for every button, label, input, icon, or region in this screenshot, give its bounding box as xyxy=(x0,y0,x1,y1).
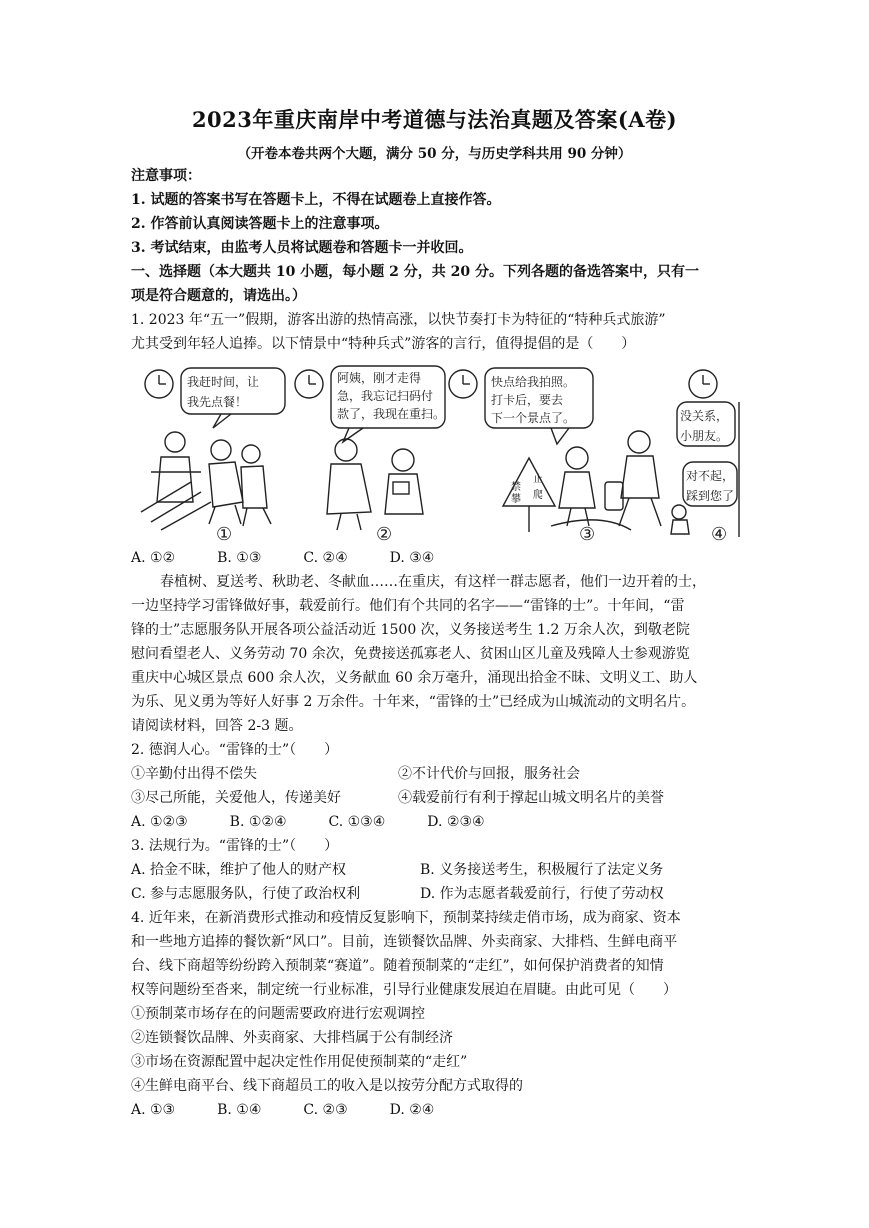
question-4-line-1: 4. 近年来，在新消费形式推动和疫情反复影响下，预制菜持续走俏市场，成为商家、资本 xyxy=(131,910,681,926)
question-3-option-c: C. 参与志愿服务队，行使了政治权利 xyxy=(131,886,361,902)
panel-4 xyxy=(605,370,739,542)
sign-char-1: 禁 xyxy=(511,482,521,493)
cartoon-figure xyxy=(131,362,741,542)
panel-1-bubble-line-2: 我先点餐！ xyxy=(187,395,248,409)
question-2-choice-1: ①辛勤付出得不偿失 xyxy=(131,766,257,782)
panel-4-number: ④ xyxy=(711,524,728,542)
notice-heading: 注意事项： xyxy=(131,168,201,184)
sign-char-3: 攀 xyxy=(511,494,521,505)
question-4-choice-1: ①预制菜市场存在的问题需要政府进行宏观调控 xyxy=(131,1006,425,1022)
question-3-option-a: A. 拾金不昧，维护了他人的财产权 xyxy=(131,862,347,878)
panel-3-bubble-line-2: 打卡后，要去 xyxy=(491,393,564,407)
panel-1-bubble-line-1: 我赶时间，让 xyxy=(187,375,260,389)
question-2-stem: 2. 德润人心。“雷锋的士”（ ） xyxy=(131,742,339,758)
section-heading-line-2: 项是符合题意的，请选出。） xyxy=(131,288,306,304)
material-line-1: 春植树、夏送考、秋助老、冬献血……在重庆，有这样一群志愿者，他们一边开着的士， xyxy=(160,574,706,590)
panel-3-bubble-line-3: 下一个景点了。 xyxy=(491,411,576,425)
panel-1 xyxy=(141,368,285,542)
notice-item-1: 1. 试题的答案书写在答题卡上，不得在试题卷上直接作答。 xyxy=(131,192,501,208)
question-4-options: A. ①③ B. ①④ C. ②③ D. ②④ xyxy=(131,1102,435,1118)
question-4-choice-3: ③市场在资源配置中起决定性作用促使预制菜的“走红” xyxy=(131,1054,468,1070)
panel-2-bubble-line-2: 急，我忘记扫码付 xyxy=(337,389,434,403)
notice-item-2: 2. 作答前认真阅读答题卡上的注意事项。 xyxy=(131,216,389,232)
panel-4-bubble-line-1: 没关系， xyxy=(680,409,729,423)
panel-3 xyxy=(449,368,631,542)
material-line-4: 慰问看望老人、义务劳动 70 余次，免费接送孤寡老人、贫困山区儿童及残障人士参观游览 xyxy=(131,646,690,662)
panel-1-number: ① xyxy=(216,524,233,542)
question-4-line-4: 权等问题纷至沓来，制定统一行业标准，引导行业健康发展迫在眉睫。由此可见（ ） xyxy=(131,982,677,998)
sign-char-4: 爬 xyxy=(533,490,543,501)
question-1-line-2: 尤其受到年轻人追捧。以下情景中“特种兵式”游客的言行，值得提倡的是（ ） xyxy=(131,336,636,352)
question-2-choice-2: ②不计代价与回报，服务社会 xyxy=(398,766,580,782)
question-3-option-b: B. 义务接送考生，积极履行了法定义务 xyxy=(420,862,664,878)
notice-item-3: 3. 考试结束，由监考人员将试题卷和答题卡一并收回。 xyxy=(131,240,473,256)
question-3-option-d: D. 作为志愿者载爱前行，行使了劳动权 xyxy=(420,886,664,902)
page-title: 2023年重庆南岸中考道德与法治真题及答案(A卷) xyxy=(191,107,678,132)
question-4-line-2: 和一些地方追捧的餐饮新“风口”。目前，连锁餐饮品牌、外卖商家、大排档、生鲜电商平 xyxy=(131,934,678,950)
panel-2 xyxy=(295,366,445,542)
question-3-stem: 3. 法规行为。“雷锋的士”（ ） xyxy=(131,838,339,854)
material-line-5: 重庆中心城区景点 600 余人次，义务献血 60 余万毫升，涌现出拾金不昧、文明义工、助人 xyxy=(131,670,698,686)
material-line-6: 为乐、见义勇为等好人好事 2 万余件。十年来，“雷锋的士”已经成为山城流动的文明名片。 xyxy=(131,694,696,710)
sign-char-2: 止 xyxy=(533,474,543,485)
question-4-choice-4: ④生鲜电商平台、线下商超员工的收入是以按劳分配方式取得的 xyxy=(131,1078,523,1094)
panel-2-number: ② xyxy=(376,524,393,542)
panel-2-bubble-line-3: 款了，我现在重扫。 xyxy=(337,407,446,421)
question-2-choice-4: ④载爱前行有利于撑起山城文明名片的美誉 xyxy=(398,790,664,806)
panel-4-bubble2-line-1: 对不起， xyxy=(686,469,735,483)
question-4-choice-2: ②连锁餐饮品牌、外卖商家、大排档属于公有制经济 xyxy=(131,1030,453,1046)
panel-3-bubble-line-1: 快点给我拍照。 xyxy=(491,375,576,389)
question-2-choice-3: ③尽己所能，关爱他人，传递美好 xyxy=(131,790,341,806)
page-subtitle: （开卷本卷共两个大题，满分 50 分，与历史学科共用 90 分钟） xyxy=(237,146,632,162)
panel-3-number: ③ xyxy=(579,524,596,542)
question-2-options: A. ①②③ B. ①②④ C. ①③④ D. ②③④ xyxy=(131,814,485,830)
panel-4-bubble-line-2: 小朋友。 xyxy=(680,429,729,443)
material-line-3: 锋的士”志愿服务队开展各项公益活动近 1500 次，义务接送考生 1.2 万余人次，到敬老院 xyxy=(131,622,690,638)
question-1-options: A. ①② B. ①③ C. ②④ D. ③④ xyxy=(131,550,435,566)
section-heading-line-1: 一、选择题（本大题共 10 小题，每小题 2 分，共 20 分。下列各题的备选答案中，只有一 xyxy=(131,264,699,280)
material-line-7: 请阅读材料，回答 2-3 题。 xyxy=(131,718,303,734)
material-line-2: 一边坚持学习雷锋做好事，载爱前行。他们有个共同的名字——“雷锋的士”。十年间，“雷 xyxy=(131,598,685,614)
panel-4-bubble2-line-2: 踩到您了 xyxy=(686,489,735,503)
question-4-line-3: 台、线下商超等纷纷跨入预制菜“赛道”。随着预制菜的“走红”，如何保护消费者的知情 xyxy=(131,958,664,974)
panel-2-bubble-line-1: 阿姨，刚才走得 xyxy=(337,371,422,385)
question-1-line-1: 1. 2023 年“五一”假期，游客出游的热情高涨，以快节奏打卡为特征的“特种兵式旅游” xyxy=(131,312,666,328)
